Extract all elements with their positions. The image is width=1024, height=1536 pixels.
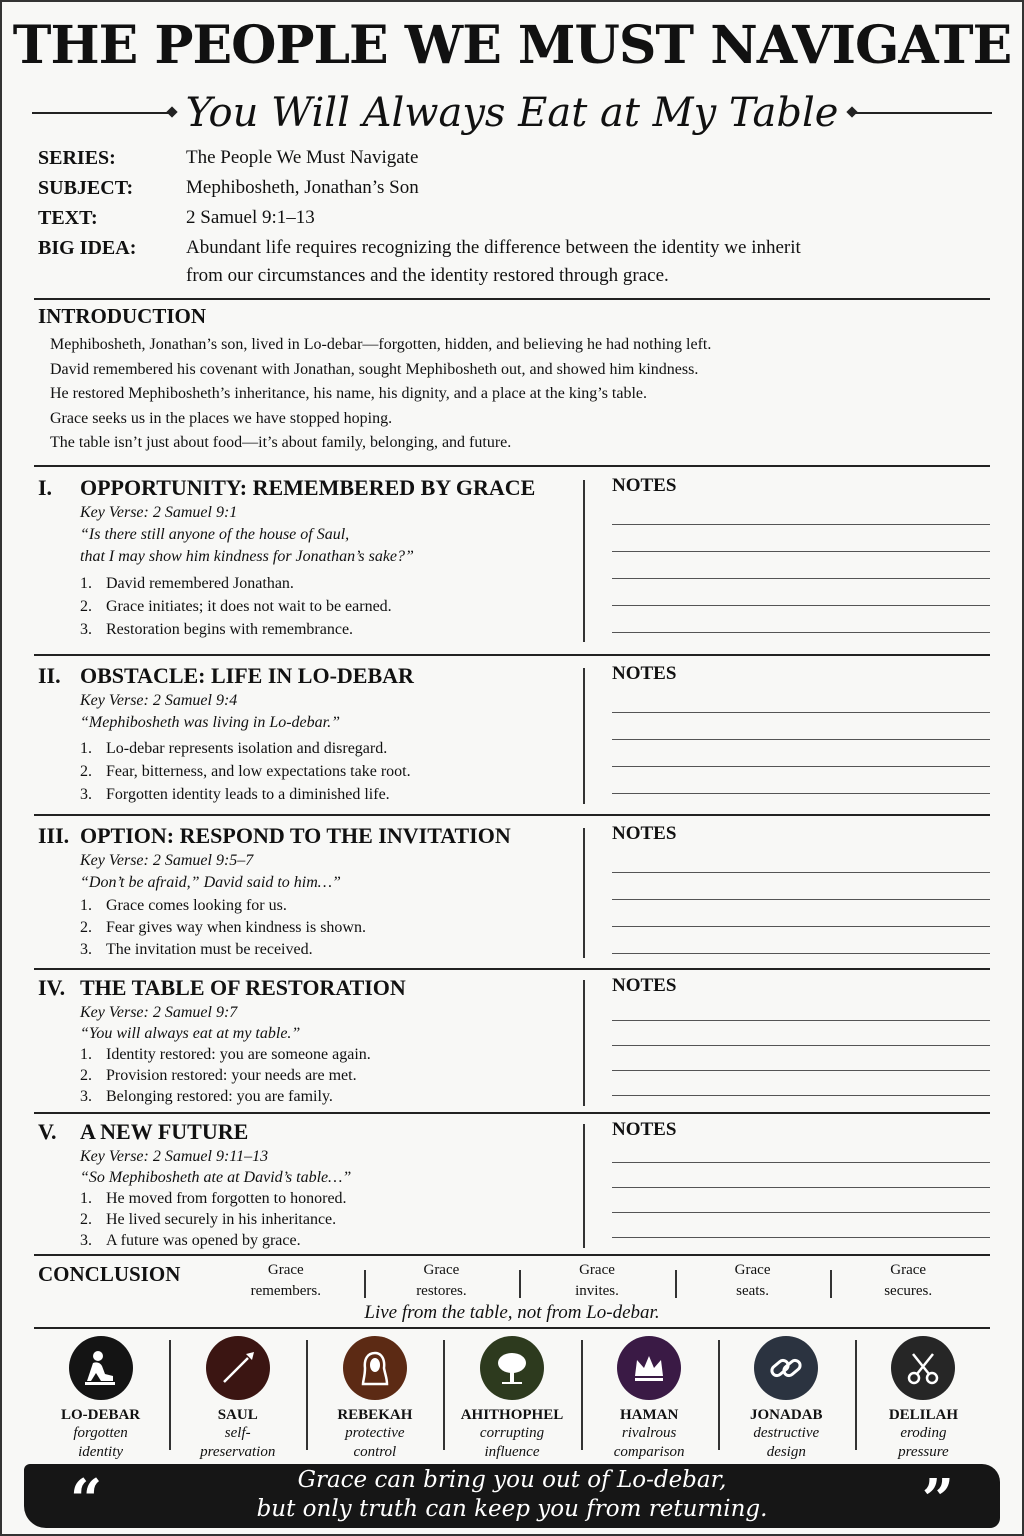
note-line[interactable] — [612, 899, 990, 900]
section-title — [38, 822, 578, 850]
list-item: 3. Forgotten identity leads to a diminished life. — [80, 783, 578, 806]
meta-subject — [38, 174, 986, 202]
notes-area[interactable] — [612, 822, 990, 954]
subtitle-row — [32, 86, 992, 140]
person-desc: influence — [484, 1444, 540, 1460]
person-name: HAMAN — [619, 1407, 679, 1423]
column-divider — [583, 480, 585, 642]
meta-big-idea — [38, 234, 986, 290]
grace-item-line: secures. — [884, 1283, 933, 1299]
divider — [34, 654, 990, 656]
notes-heading: NOTES — [612, 823, 677, 844]
big-idea-line: Abundant life requires recognizing the difference between the identity we inherit — [186, 237, 801, 258]
divider — [34, 465, 990, 467]
notes-heading: NOTES — [612, 663, 677, 684]
crown-icon — [617, 1336, 681, 1400]
person-haman — [581, 1334, 718, 1464]
grace-summary — [208, 1260, 986, 1302]
banner-line: Grace can bring you out of Lo-debar, — [297, 1467, 727, 1493]
point-text: Provision restored: your needs are met. — [106, 1067, 357, 1084]
point-text: Lo-debar represents isolation and disregard. — [106, 740, 388, 757]
person-name: SAUL — [217, 1407, 258, 1423]
list-item: 2. Fear gives way when kindness is shown. — [80, 917, 578, 939]
point-text: He moved from forgotten to honored. — [106, 1190, 347, 1207]
list-item: 2. Fear, bitterness, and low expectations take root. — [80, 760, 578, 783]
big-idea-line: from our circumstances and the identity restored through grace. — [186, 265, 669, 286]
note-line[interactable] — [612, 872, 990, 873]
introduction-line: David remembered his covenant with Jonathan, sought Mephibosheth out, and showed him kindness. — [50, 360, 699, 378]
note-line[interactable] — [612, 739, 990, 740]
column-divider — [583, 980, 585, 1106]
sermon-meta — [38, 144, 986, 292]
banner-line: but only truth can keep you from returning. — [256, 1496, 768, 1522]
introduction-line: Grace seeks us in the places we have stopped hoping. — [50, 409, 393, 427]
section-title-text: THE TABLE OF RESTORATION — [80, 975, 406, 1000]
grace-item — [675, 1260, 831, 1302]
list-item: 1. David remembered Jonathan. — [80, 572, 578, 595]
key-verse: Key Verse: 2 Samuel 9:5–7 — [80, 852, 254, 869]
divider — [34, 814, 990, 816]
key-verse: Key Verse: 2 Samuel 9:4 — [80, 692, 238, 709]
key-verse: Key Verse: 2 Samuel 9:1 — [80, 504, 238, 521]
people-row — [32, 1334, 992, 1464]
list-item: 1. Identity restored: you are someone again. — [80, 1046, 371, 1063]
person-desc: preservation — [200, 1444, 276, 1460]
person-desc: comparison — [613, 1444, 685, 1460]
conclusion-heading: CONCLUSION — [38, 1262, 181, 1286]
person-desc: eroding — [900, 1425, 947, 1441]
open-quote-icon: “ — [70, 1467, 103, 1533]
point-text: Fear gives way when kindness is shown. — [106, 919, 366, 936]
grace-item-line: Grace — [890, 1262, 927, 1278]
section-numeral: I. — [38, 475, 53, 500]
section-numeral: III. — [38, 823, 70, 848]
section-title — [38, 474, 578, 502]
section-numeral: IV. — [38, 975, 66, 1000]
section-title-text: OPTION: RESPOND TO THE INVITATION — [80, 823, 511, 848]
section-content — [38, 474, 578, 641]
list-item: 2. Provision restored: your needs are met. — [80, 1067, 357, 1084]
point-text: Identity restored: you are someone again. — [106, 1046, 371, 1063]
divider — [34, 1327, 990, 1329]
section-numeral: II. — [38, 663, 61, 688]
list-item: 3. Restoration begins with remembrance. — [80, 618, 578, 641]
meta-text — [38, 204, 986, 232]
points-list — [38, 572, 578, 641]
note-line[interactable] — [612, 1020, 990, 1021]
section-5 — [38, 1118, 986, 1254]
notes-area[interactable] — [612, 974, 990, 1096]
notes-heading: NOTES — [612, 475, 677, 496]
grace-item-line: invites. — [575, 1283, 619, 1299]
scissors-icon — [891, 1336, 955, 1400]
grace-item — [830, 1260, 986, 1302]
note-line[interactable] — [612, 1045, 990, 1046]
section-title — [38, 1118, 578, 1146]
list-item: 2. Grace initiates; it does not wait to be earned. — [80, 595, 578, 618]
list-item: 1. Lo-debar represents isolation and disregard. — [80, 737, 578, 760]
divider — [34, 298, 990, 300]
person-desc: design — [766, 1444, 806, 1460]
grace-item — [364, 1260, 520, 1302]
key-verse: Key Verse: 2 Samuel 9:7 — [80, 1004, 238, 1021]
note-line[interactable] — [612, 1212, 990, 1213]
tree-icon — [480, 1336, 544, 1400]
section-title — [38, 662, 578, 690]
introduction-lines — [38, 333, 986, 456]
list-item: 3. Belonging restored: you are family. — [80, 1088, 333, 1105]
section-title-text: OPPORTUNITY: REMEMBERED BY GRACE — [80, 475, 536, 500]
sitting-person-icon — [69, 1336, 133, 1400]
note-line[interactable] — [612, 953, 990, 954]
section-content — [38, 662, 578, 806]
list-item: 1. Grace comes looking for us. — [80, 895, 578, 917]
point-text: Restoration begins with remembrance. — [106, 621, 354, 638]
notes-heading: NOTES — [612, 1119, 677, 1140]
divider — [34, 968, 990, 970]
series-value: The People We Must Navigate — [186, 147, 419, 168]
notes-area[interactable] — [612, 474, 990, 633]
subtitle-ornament-left — [32, 112, 172, 114]
close-quote-icon: ” — [921, 1467, 954, 1533]
point-text: He lived securely in his inheritance. — [106, 1211, 337, 1228]
grace-item-line: Grace — [579, 1262, 615, 1278]
spear-icon — [206, 1336, 270, 1400]
person-lo-debar — [32, 1334, 169, 1464]
section-title-text: OBSTACLE: LIFE IN LO-DEBAR — [80, 663, 414, 688]
notes-area[interactable] — [612, 1118, 990, 1238]
introduction-heading: INTRODUCTION — [38, 304, 207, 328]
point-text: Grace initiates; it does not wait to be earned. — [106, 598, 392, 615]
section-content — [38, 1118, 578, 1251]
grace-item-line: seats. — [736, 1283, 770, 1299]
list-item: 3. A future was opened by grace. — [80, 1232, 301, 1249]
column-divider — [583, 828, 585, 958]
column-divider — [583, 668, 585, 804]
person-desc: destructive — [753, 1425, 820, 1441]
point-text: Grace comes looking for us. — [106, 897, 287, 914]
section-3 — [38, 822, 986, 966]
verse-quote: “You will always eat at my table.” — [80, 1025, 301, 1042]
person-name: LO-DEBAR — [60, 1407, 141, 1423]
verse-quote: “Mephibosheth was living in Lo-debar.” — [80, 714, 341, 731]
person-rebekah — [306, 1334, 443, 1464]
grace-item — [208, 1260, 364, 1302]
introduction — [38, 304, 986, 456]
note-line[interactable] — [612, 578, 990, 579]
person-delilah — [855, 1334, 992, 1464]
person-desc: corrupting — [479, 1425, 545, 1441]
subject-label: SUBJECT: — [38, 177, 134, 199]
text-label: TEXT: — [38, 207, 98, 229]
point-text: David remembered Jonathan. — [106, 575, 294, 592]
page-title: THE PEOPLE WE MUST NAVIGATE — [12, 15, 1012, 76]
person-desc: self- — [224, 1425, 251, 1441]
subject-value: Mephibosheth, Jonathan’s Son — [186, 177, 419, 198]
grace-item-line: Grace — [423, 1262, 460, 1278]
section-4 — [38, 974, 986, 1110]
verse-quote: “Is there still anyone of the house of Saul, — [80, 526, 350, 543]
introduction-line: He restored Mephibosheth’s inheritance, his name, his dignity, and a place at the king’s table. — [50, 385, 648, 403]
note-line[interactable] — [612, 1162, 990, 1163]
text-value: 2 Samuel 9:1–13 — [186, 207, 315, 228]
points-list — [38, 737, 578, 806]
note-line[interactable] — [612, 766, 990, 767]
note-line[interactable] — [612, 632, 990, 633]
grace-item-line: Grace — [267, 1262, 304, 1278]
person-jonadab — [718, 1334, 855, 1464]
chain-link-icon — [754, 1336, 818, 1400]
person-name: REBEKAH — [337, 1407, 413, 1423]
person-desc: forgotten — [73, 1425, 128, 1441]
person-desc: pressure — [898, 1444, 949, 1460]
verse-quote: that I may show him kindness for Jonathan’s sake?” — [80, 548, 414, 565]
note-line[interactable] — [612, 712, 990, 713]
person-ahithophel — [443, 1334, 580, 1464]
section-title — [38, 974, 578, 1002]
note-line[interactable] — [612, 1095, 990, 1096]
person-desc: control — [353, 1444, 397, 1460]
meta-series — [38, 144, 986, 172]
notes-heading: NOTES — [612, 975, 677, 996]
verse-quote: “So Mephibosheth ate at David’s table…” — [80, 1169, 352, 1186]
point-text: The invitation must be received. — [106, 941, 313, 958]
big-idea-value — [186, 234, 986, 290]
notes-area[interactable] — [612, 662, 990, 794]
section-content — [38, 822, 578, 961]
list-item: 1. He moved from forgotten to honored. — [80, 1190, 347, 1207]
quote-banner — [24, 1464, 1000, 1533]
point-text: Fear, bitterness, and low expectations take root. — [106, 763, 411, 780]
note-line[interactable] — [612, 1070, 990, 1071]
points-list — [38, 1188, 578, 1251]
points-list — [38, 1044, 578, 1107]
person-name: DELILAH — [888, 1407, 958, 1423]
note-line[interactable] — [612, 926, 990, 927]
grace-item-line: Grace — [734, 1262, 771, 1278]
section-2 — [38, 662, 986, 812]
point-text: Belonging restored: you are family. — [106, 1088, 333, 1105]
introduction-line: Mephibosheth, Jonathan’s son, lived in Lo-debar—forgotten, hidden, and believing he had nothing left. — [50, 336, 712, 353]
column-divider — [583, 1124, 585, 1248]
divider — [34, 1112, 990, 1114]
person-desc: identity — [78, 1444, 124, 1460]
person-desc: protective — [345, 1425, 405, 1441]
introduction-line: The table isn’t just about food—it’s about family, belonging, and future. — [50, 434, 512, 452]
section-content — [38, 974, 578, 1107]
section-title-text: A NEW FUTURE — [80, 1119, 249, 1144]
page-subtitle: You Will Always Eat at My Table — [185, 90, 839, 136]
list-item: 2. He lived securely in his inheritance. — [80, 1211, 337, 1228]
person-name: JONADAB — [750, 1407, 823, 1423]
grace-item — [519, 1260, 675, 1302]
verse-quote: “Don’t be afraid,” David said to him…” — [80, 874, 341, 891]
banner-quote — [124, 1466, 900, 1524]
grace-item-line: remembers. — [250, 1283, 321, 1299]
grace-item-line: restores. — [416, 1283, 467, 1299]
point-text: Forgotten identity leads to a diminished life. — [106, 786, 390, 803]
section-1 — [38, 474, 986, 650]
person-name: AHITHOPHEL — [460, 1407, 564, 1423]
list-item: 3. The invitation must be received. — [80, 939, 578, 961]
conclusion-tagline: Live from the table, not from Lo-debar. — [364, 1302, 660, 1323]
person-desc: rivalrous — [621, 1425, 677, 1441]
series-label: SERIES: — [38, 147, 116, 169]
woman-profile-icon — [343, 1336, 407, 1400]
subtitle-ornament-right — [852, 112, 992, 114]
note-line[interactable] — [612, 605, 990, 606]
note-line[interactable] — [612, 793, 990, 794]
big-idea-label: BIG IDEA: — [38, 237, 137, 259]
point-text: A future was opened by grace. — [106, 1232, 301, 1249]
note-line[interactable] — [612, 524, 990, 525]
person-saul — [169, 1334, 306, 1464]
note-line[interactable] — [612, 551, 990, 552]
divider — [34, 1254, 990, 1256]
section-numeral: V. — [38, 1119, 57, 1144]
note-line[interactable] — [612, 1237, 990, 1238]
key-verse: Key Verse: 2 Samuel 9:11–13 — [80, 1148, 269, 1165]
points-list — [38, 895, 578, 961]
note-line[interactable] — [612, 1187, 990, 1188]
